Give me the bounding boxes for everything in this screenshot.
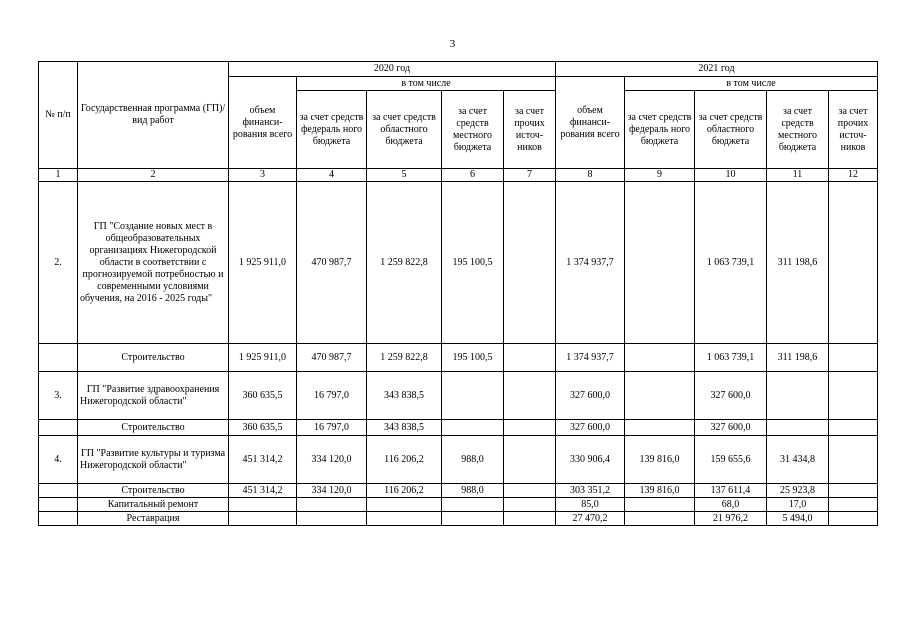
cell-local-2021: 5 494,0: [767, 512, 829, 526]
cell-other-2021: [829, 182, 878, 344]
header-including-2021: в том числе: [625, 77, 878, 91]
program-name: ГП "Развитие здравоохранения Нижегородской области": [78, 372, 229, 420]
table-row: [39, 484, 878, 498]
cell-federal-2020: 334 120,0: [297, 484, 367, 498]
cell-regional-2020: 1 259 822,8: [367, 182, 442, 344]
col-number: 7: [504, 169, 556, 182]
cell-regional-2020: 343 838,5: [367, 372, 442, 420]
cell-regional-2021: 68,0: [695, 498, 767, 512]
row-num: 3.: [39, 372, 78, 420]
cell-other-2021: [829, 372, 878, 420]
cell-regional-2021: 137 611,4: [695, 484, 767, 498]
program-name: ГП "Создание новых мест в общеобразовательных организациях Нижегородской области в соответствии с прогнозируемой потребностью и современными условиями обучения, на 2016 - 2025 годы": [78, 182, 229, 344]
col-number: 12: [829, 169, 878, 182]
cell-federal-2021: 139 816,0: [625, 436, 695, 484]
cell-local-2021: [767, 372, 829, 420]
cell-regional-2021: 21 976,2: [695, 512, 767, 526]
row-num: [39, 344, 78, 372]
cell-total-2021: 85,0: [556, 498, 625, 512]
table-row: [39, 512, 878, 526]
cell-regional-2020: 116 206,2: [367, 484, 442, 498]
cell-other-2021: [829, 344, 878, 372]
col-number: 10: [695, 169, 767, 182]
cell-local-2020: 988,0: [442, 436, 504, 484]
cell-total-2020: 451 314,2: [229, 436, 297, 484]
cell-federal-2021: 139 816,0: [625, 484, 695, 498]
col-number: 2: [78, 169, 229, 182]
cell-total-2021: 303 351,2: [556, 484, 625, 498]
cell-other-2020: [504, 372, 556, 420]
col-number: 11: [767, 169, 829, 182]
cell-total-2021: 327 600,0: [556, 372, 625, 420]
work-type: Строительство: [78, 420, 229, 436]
cell-local-2021: 311 198,6: [767, 344, 829, 372]
table-row: [39, 182, 878, 344]
cell-local-2020: [442, 372, 504, 420]
cell-regional-2020: 1 259 822,8: [367, 344, 442, 372]
cell-total-2020: 1 925 911,0: [229, 344, 297, 372]
header-row-years: [39, 62, 878, 77]
cell-local-2020: [442, 498, 504, 512]
row-num: [39, 420, 78, 436]
header-num: № п/п: [39, 62, 78, 169]
cell-other-2020: [504, 344, 556, 372]
cell-federal-2020: 470 987,7: [297, 182, 367, 344]
cell-total-2021: 27 470,2: [556, 512, 625, 526]
cell-federal-2020: [297, 498, 367, 512]
col-number: 4: [297, 169, 367, 182]
row-num: [39, 498, 78, 512]
header-regional-2021: за счет средств областного бюджета: [695, 91, 767, 169]
cell-total-2020: 1 925 911,0: [229, 182, 297, 344]
cell-federal-2020: 470 987,7: [297, 344, 367, 372]
cell-total-2020: [229, 512, 297, 526]
header-other-2021: за счет прочих источ-ников: [829, 91, 878, 169]
cell-regional-2021: 1 063 739,1: [695, 182, 767, 344]
financing-table: [38, 61, 878, 526]
cell-other-2021: [829, 436, 878, 484]
cell-local-2021: 31 434,8: [767, 436, 829, 484]
cell-regional-2020: 116 206,2: [367, 436, 442, 484]
col-number: 8: [556, 169, 625, 182]
col-number: 5: [367, 169, 442, 182]
cell-other-2020: [504, 436, 556, 484]
cell-regional-2020: 343 838,5: [367, 420, 442, 436]
program-name: ГП "Развитие культуры и туризма Нижегородской области": [78, 436, 229, 484]
table-row: [39, 498, 878, 512]
cell-other-2020: [504, 512, 556, 526]
cell-other-2020: [504, 484, 556, 498]
cell-local-2020: 988,0: [442, 484, 504, 498]
cell-total-2020: 451 314,2: [229, 484, 297, 498]
cell-federal-2021: [625, 182, 695, 344]
cell-local-2020: 195 100,5: [442, 344, 504, 372]
cell-other-2021: [829, 512, 878, 526]
cell-other-2020: [504, 498, 556, 512]
cell-federal-2021: [625, 512, 695, 526]
cell-regional-2020: [367, 498, 442, 512]
cell-federal-2021: [625, 344, 695, 372]
table-row: [39, 436, 878, 484]
cell-regional-2020: [367, 512, 442, 526]
cell-regional-2021: 159 655,6: [695, 436, 767, 484]
header-including-2020: в том числе: [297, 77, 556, 91]
cell-federal-2020: 16 797,0: [297, 372, 367, 420]
header-local-2021: за счет средств местного бюджета: [767, 91, 829, 169]
table-row: [39, 372, 878, 420]
col-number: 1: [39, 169, 78, 182]
cell-regional-2021: 327 600,0: [695, 372, 767, 420]
cell-federal-2021: [625, 498, 695, 512]
cell-local-2021: 311 198,6: [767, 182, 829, 344]
header-program: Государственная программа (ГП)/ вид работ: [78, 62, 229, 169]
header-other-2020: за счет прочих источ-ников: [504, 91, 556, 169]
header-total-2021: объем финанси-рования всего: [556, 77, 625, 169]
cell-total-2021: 330 906,4: [556, 436, 625, 484]
work-type: Капитальный ремонт: [78, 498, 229, 512]
cell-other-2021: [829, 484, 878, 498]
col-number: 6: [442, 169, 504, 182]
cell-total-2020: 360 635,5: [229, 420, 297, 436]
cell-other-2020: [504, 182, 556, 344]
cell-total-2020: [229, 498, 297, 512]
row-num: [39, 484, 78, 498]
column-number-row: [39, 169, 878, 182]
col-number: 9: [625, 169, 695, 182]
cell-total-2021: 327 600,0: [556, 420, 625, 436]
table-row: [39, 420, 878, 436]
header-local-2020: за счет средств местного бюджета: [442, 91, 504, 169]
col-number: 3: [229, 169, 297, 182]
work-type: Строительство: [78, 484, 229, 498]
work-type: Реставрация: [78, 512, 229, 526]
cell-regional-2021: 327 600,0: [695, 420, 767, 436]
header-regional-2020: за счет средств областного бюджета: [367, 91, 442, 169]
work-type: Строительство: [78, 344, 229, 372]
cell-federal-2020: [297, 512, 367, 526]
cell-federal-2020: 334 120,0: [297, 436, 367, 484]
cell-regional-2021: 1 063 739,1: [695, 344, 767, 372]
cell-local-2020: [442, 420, 504, 436]
header-year-2021: 2021 год: [556, 62, 878, 77]
table-row: [39, 344, 878, 372]
cell-total-2020: 360 635,5: [229, 372, 297, 420]
cell-total-2021: 1 374 937,7: [556, 344, 625, 372]
cell-total-2021: 1 374 937,7: [556, 182, 625, 344]
header-federal-2021: за счет средств федераль ного бюджета: [625, 91, 695, 169]
cell-local-2021: 17,0: [767, 498, 829, 512]
cell-other-2021: [829, 420, 878, 436]
cell-federal-2021: [625, 420, 695, 436]
cell-local-2021: [767, 420, 829, 436]
cell-local-2020: 195 100,5: [442, 182, 504, 344]
header-federal-2020: за счет средств федераль ного бюджета: [297, 91, 367, 169]
row-num: 4.: [39, 436, 78, 484]
cell-local-2020: [442, 512, 504, 526]
page-number: 3: [449, 38, 456, 50]
cell-other-2021: [829, 498, 878, 512]
cell-local-2021: 25 923,8: [767, 484, 829, 498]
cell-federal-2020: 16 797,0: [297, 420, 367, 436]
cell-federal-2021: [625, 372, 695, 420]
cell-other-2020: [504, 420, 556, 436]
row-num: 2.: [39, 182, 78, 344]
row-num: [39, 512, 78, 526]
header-total-2020: объем финанси-рования всего: [229, 77, 297, 169]
header-year-2020: 2020 год: [229, 62, 556, 77]
